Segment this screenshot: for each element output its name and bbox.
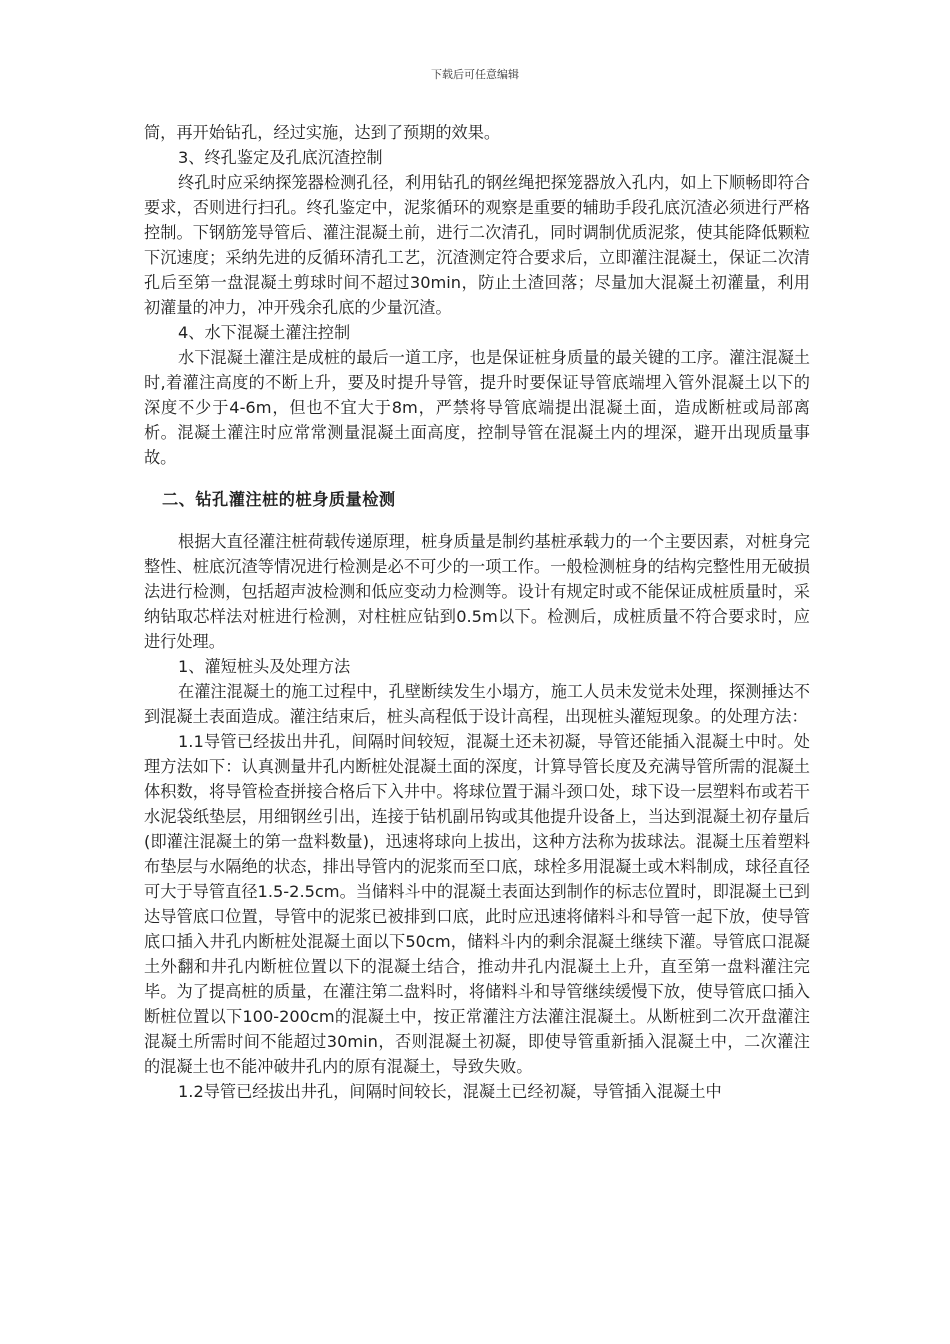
paragraph-underwater-pouring: 水下混凝土灌注是成桩的最后一道工序，也是保证桩身质量的最关键的工序。灌注混凝土时,着灌注高度的不断上升，要及时提升导管，提升时要保证导管底端埋入管外混凝土以下的深度不少于4-6m，但也不宜大于8m，严禁将导管底端提出混凝土面，造成断桩或局部离析。混凝土灌注时应常常测量混凝土面高度，控制导管在混凝土内的埋深，避开出现质量事故。: [144, 348, 810, 467]
paragraph-quality-inspection: 根据大直径灌注桩荷载传递原理，桩身质量是制约基桩承载力的一个主要因素，对桩身完整性、桩底沉渣等情况进行检测是必不可少的一项工作。一般检测桩身的结构完整性用无破损法进行检测，包括超声波检测和低应变动力检测等。设计有规定时或不能保证成桩质量时，采纳钻取芯样法对桩进行检测，对柱桩应钻到0.5m以下。检测后，成桩质量不符合要求时，应进行处理。: [144, 532, 810, 651]
paragraph-method-1-1: 1.1导管已经拔出井孔，间隔时间较短，混凝土还未初凝，导管还能插入混凝土中时。处理方法如下：认真测量井孔内断桩处混凝土面的深度，计算导管长度及充满导管所需的混凝土体积数，将导管检查拼接合格后下入井中。将球位置于漏斗颈口处，球下设一层塑料布或若干水泥袋纸垫层，用细钢丝引出，连接于钻机副吊钩或其他提升设备上，当达到混凝土初存量后(即灌注混凝土的第一盘料数量)，迅速将球向上拔出，这种方法称为拔球法。混凝土压着塑料布垫层与水隔绝的状态，排出导管内的泥浆而至口底，球栓多用混凝土或木料制成，球径直径可大于导管直径1.5-2.5cm。当储料斗中的混凝土表面达到制作的标志位置时，即混凝土已到达导管底口位置，导管中的泥浆已被排到口底，此时应迅速将储料斗和导管一起下放，使导管底口插入井孔内断桩处混凝土面以下50cm，储料斗内的剩余混凝土继续下灌。导管底口混凝土外翻和井孔内断桩位置以下的混凝土结合，推动井孔内混凝土上升，直至第一盘料灌注完毕。为了提高桩的质量，在灌注第二盘料时，将储料斗和导管继续缓慢下放，使导管底口插入断桩位置以下100-200cm的混凝土中，按正常灌注方法灌注混凝土。从断桩到二次开盘灌注混凝土所需时间不能超过30min，否则混凝土初凝，即使导管重新插入混凝土中，二次灌注的混凝土也不能冲破井孔内的原有混凝土，导致失败。: [144, 732, 810, 1076]
subheading-short-pile-head: 1、灌短桩头及处理方法: [178, 657, 351, 676]
paragraph-method-1-2: 1.2导管已经拔出井孔，间隔时间较长，混凝土已经初凝，导管插入混凝土中: [178, 1082, 722, 1101]
paragraph-final-hole: 终孔时应采纳探笼器检测孔径，利用钻孔的钢丝绳把探笼器放入孔内，如上下顺畅即符合要求，否则进行扫孔。终孔鉴定中，泥浆循环的观察是重要的辅助手段孔底沉渣必须进行严格控制。下钢筋笼导管后、灌注混凝土前，进行二次清孔，同时调制优质泥浆，使其能降低颗粒下沉速度；采纳先进的反循环清孔工艺，沉渣测定符合要求后，立即灌注混凝土，保证二次清孔后至第一盘混凝土剪球时间不超过30min，防止土渣回落；尽量加大混凝土初灌量，利用初灌量的冲力，冲开残余孔底的少量沉渣。: [144, 173, 810, 317]
page-header: 下载后可任意编辑: [431, 68, 519, 81]
subheading-underwater-pouring: 4、水下混凝土灌注控制: [178, 323, 351, 342]
paragraph-short-pile-head: 在灌注混凝土的施工过程中，孔壁断续发生小塌方，施工人员未发觉未处理，探测捶达不到混凝土表面造成。灌注结束后，桩头高程低于设计高程，出现桩头灌短现象。的处理方法：: [144, 682, 810, 726]
subheading-final-hole: 3、终孔鉴定及孔底沉渣控制: [178, 148, 383, 167]
section-heading-quality-inspection: 二、钻孔灌注桩的桩身质量检测: [162, 490, 396, 509]
paragraph-continuation: 筒，再开始钻孔，经过实施，达到了预期的效果。: [144, 123, 501, 142]
document-body: [144, 120, 810, 1104]
